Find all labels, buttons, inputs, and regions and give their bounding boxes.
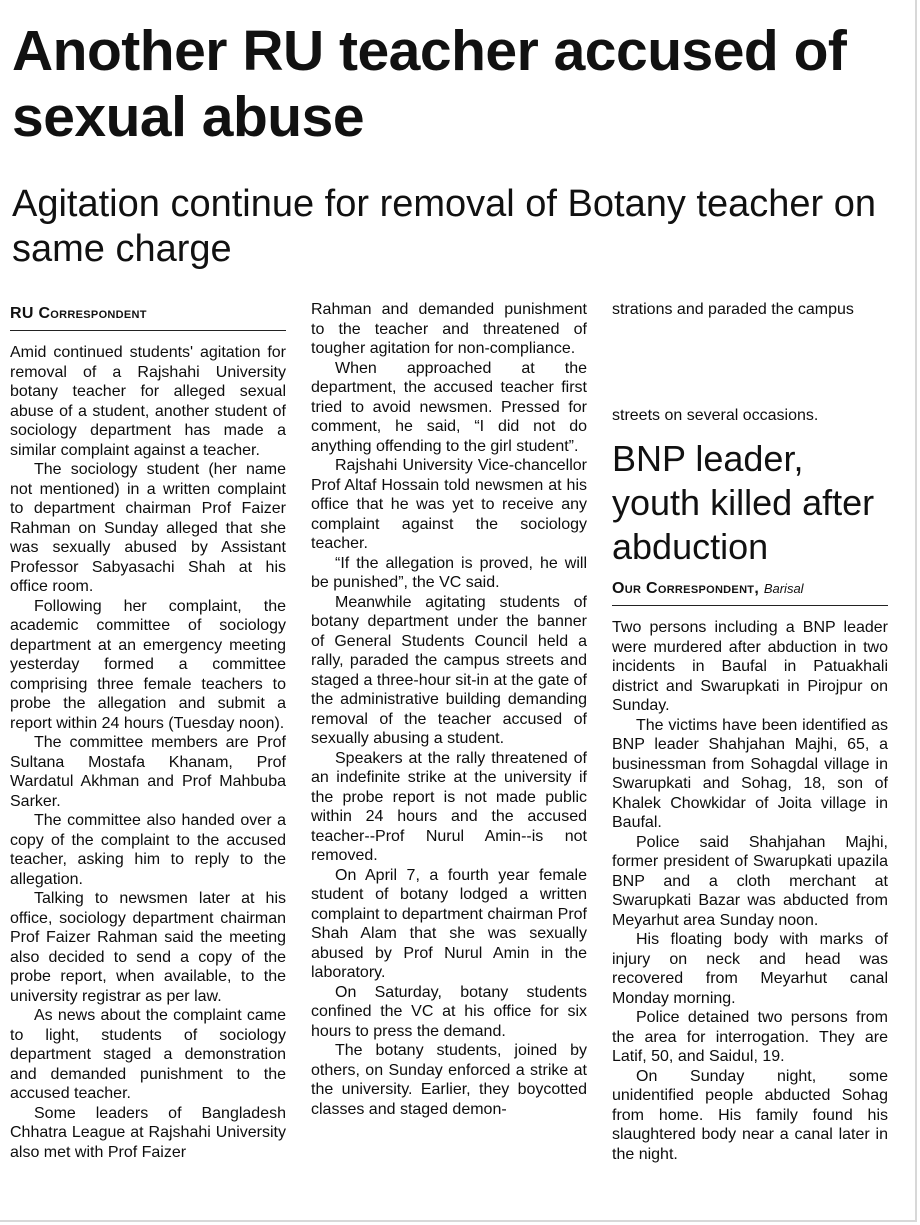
paragraph: Speakers at the rally threatened of an indefinite strike at the university if the probe report is not made public within 24 hours and the accused teacher--Prof Nurul Amin--is not removed. [311,749,587,864]
paragraph: As news about the complaint came to light, students of sociology department staged a demonstration and demanded punishment to the accused teacher. [10,1007,286,1102]
paragraph: On Sunday night, some unidentified people abducted Sohag from home. His family found his slaughtered body near a canal later in the night. [612,1067,888,1163]
paragraph: “If the allegation is proved, he will be punished”, the VC said. [311,554,587,591]
paragraph: Some leaders of Bangladesh Chhatra League at Rajshahi University also met with Prof Faizer [10,1104,286,1161]
paragraph: His floating body with marks of injury on neck and head was recovered from Meyarhut canal Monday morning. [612,931,888,1007]
paragraph: Amid continued students' agitation for removal of a Rajshahi University botany teacher for alleged sexual abuse of a student, another student of sociology department has made a similar complaint against a teacher. [10,344,286,459]
paragraph: On April 7, a fourth year female student of botany lodged a written complaint to department chairman Prof Shah Alam that she was sexually abused by Prof Nurul Amin in the laboratory. [311,866,587,981]
paragraph: Meanwhile agitating students of botany department under the banner of General Students Council held a rally, paraded the campus streets and staged a three-hour sit-in at the gate of the administrative building demanding removal of the teacher accused of sexually abusing a student. [311,593,587,747]
article-column-1 [10,300,286,1162]
paragraph: Talking to newsmen later at his office, sociology department chairman Prof Faizer Rahman said the meeting also decided to send a copy of the probe report, when available, to the university registrar as per law. [10,890,286,1005]
byline-rule [10,330,286,331]
byline-place: Barisal [763,581,804,596]
paragraph: The committee also handed over a copy of the complaint to the accused teacher, asking him to reply to the allegation. [10,812,286,888]
paragraph: When approached at the department, the accused teacher first tried to avoid newsmen. Pressed for comment, he said, “I did not do anything offending to the girl student”. [311,359,587,455]
paragraph: Police detained two persons from the area for interrogation. They are Latif, 50, and Saidul, 19. [612,1009,888,1065]
paragraph: Rahman and demanded punishment to the teacher and threatened of tougher agitation for non-compliance. [311,301,587,357]
article-column-3 [612,300,888,1164]
secondary-headline: BNP leader, youth killed after abduction [612,438,875,567]
article-column-2 [311,300,587,1119]
paragraph: On Saturday, botany students confined the VC at his office for six hours to press the demand. [311,983,587,1040]
byline-name: Our Correspondent, [612,580,760,597]
deck-subheadline: Agitation continue for removal of Botany teacher on same charge [12,183,876,270]
paragraph: The botany students, joined by others, on Sunday enforced a strike at the university. Earlier, they boycotted classes and staged demon- [311,1042,587,1118]
paragraph-continued-end: streets on several occasions. [612,406,819,424]
headline: Another RU teacher accused of sexual abuse [12,19,847,149]
secondary-byline-rule [612,605,888,606]
paragraph: Rajshahi University Vice-chancellor Prof Altaf Hossain told newsmen at his office that he was yet to receive any complaint against the sociology teacher. [311,457,587,552]
paragraph: The victims have been identified as BNP leader Shahjahan Majhi, 65, a businessman from Sohagdal village in Swarupkati and Sohag, 18, son of Khalek Chowkidar of Joita village in Baufal. [612,716,888,831]
paragraph: The committee members are Prof Sultana Mostafa Khanam, Prof Wardatul Akhman and Prof Mahbuba Sarker. [10,734,286,810]
paragraph: Police said Shahjahan Majhi, former president of Swarupkati upazila BNP and a cloth merchant at Swarupkati Bazar was abducted from Meyarhut area Sunday noon. [612,833,888,929]
paragraph: Following her complaint, the academic committee of sociology department at an emergency meeting yesterday formed a committee comprising three female teachers to probe the allegation and submit a report within 24 hours (Tuesday noon). [10,597,286,732]
paragraph: The sociology student (her name not mentioned) in a written complaint to department chairman Prof Faizer Rahman on Sunday alleged that she was sexually abused by Assistant Professor Sabyasachi Shah at his office room. [10,461,286,595]
secondary-byline [612,579,888,599]
byline: RU Correspondent [10,305,147,322]
paragraph-continued: strations and paraded the campus [612,301,854,318]
paragraph: Two persons including a BNP leader were murdered after abduction in two incidents in Baufal in Patuakhali district and Swarupkati in Pirojpur on Sunday. [612,619,888,714]
